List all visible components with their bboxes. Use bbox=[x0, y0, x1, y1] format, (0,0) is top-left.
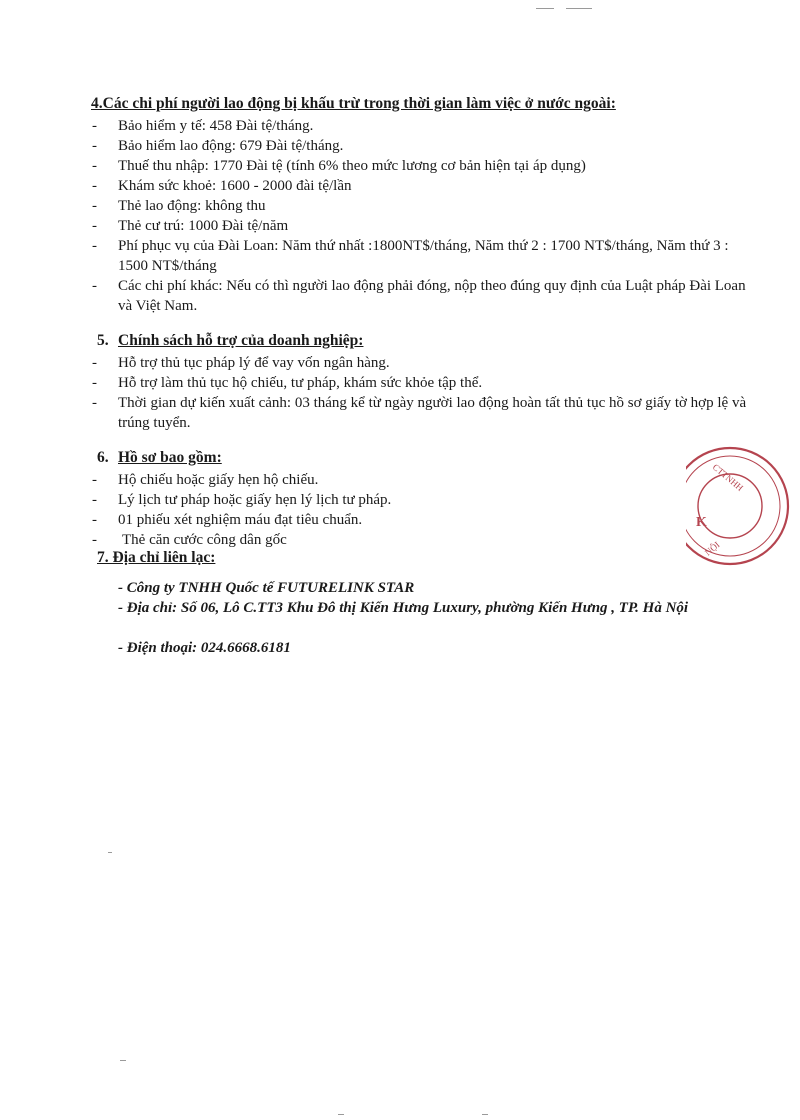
section-6-title bbox=[97, 449, 222, 467]
list-item-text: Bảo hiểm y tế: 458 Đài tệ/tháng. bbox=[118, 118, 314, 134]
list-item bbox=[92, 176, 752, 196]
list-item-text: Bảo hiểm lao động: 679 Đài tệ/tháng. bbox=[118, 138, 344, 154]
list-dash: - bbox=[92, 278, 97, 294]
list-dash: - bbox=[92, 532, 97, 548]
stamp-text-mid: K bbox=[696, 515, 707, 530]
list-item-text: Thẻ căn cước công dân gốc bbox=[122, 532, 287, 548]
contact-company: - Công ty TNHH Quốc tế FUTURELINK STAR bbox=[118, 580, 415, 596]
section-5-number: 5. bbox=[97, 332, 109, 349]
list-item-text: Các chi phí khác: Nếu có thì người lao động phải đóng, nộp theo đúng quy định của Luật pháp Đài Loan và Việt Nam. bbox=[118, 278, 746, 314]
section-7-title: 7. Địa chỉ liên lạc: bbox=[97, 549, 216, 566]
list-dash: - bbox=[92, 512, 97, 528]
scan-mark bbox=[120, 1060, 126, 1061]
list-item bbox=[92, 196, 752, 216]
list-item-text: Hỗ trợ làm thủ tục hộ chiếu, tư pháp, khám sức khỏe tập thể. bbox=[118, 375, 483, 391]
list-item bbox=[92, 136, 752, 156]
list-item bbox=[92, 116, 752, 136]
list-item bbox=[92, 393, 752, 433]
list-item bbox=[92, 216, 752, 236]
list-dash: - bbox=[92, 138, 97, 154]
section-6-label: Hồ sơ bao gồm: bbox=[118, 449, 222, 466]
list-dash: - bbox=[92, 198, 97, 214]
section-5-title bbox=[97, 332, 363, 350]
stamp-text-top: CTTNHH bbox=[710, 461, 746, 493]
list-item-text: Hộ chiếu hoặc giấy hẹn hộ chiếu. bbox=[118, 472, 319, 488]
list-item-text: Thời gian dự kiến xuất cảnh: 03 tháng kể từ ngày người lao động hoàn tất thủ tục hồ sơ giấy tờ hợp lệ và trúng tuyển. bbox=[118, 395, 747, 431]
section-4-title: 4.Các chi phí người lao động bị khấu trừ trong thời gian làm việc ở nước ngoài: bbox=[91, 95, 616, 112]
list-item bbox=[92, 530, 752, 550]
list-item bbox=[92, 510, 752, 530]
list-dash: - bbox=[92, 492, 97, 508]
list-item-text: 01 phiếu xét nghiệm máu đạt tiêu chuẩn. bbox=[118, 512, 363, 528]
list-item bbox=[92, 353, 752, 373]
list-item bbox=[92, 373, 752, 393]
list-item bbox=[92, 470, 752, 490]
list-item-text: Thuế thu nhập: 1770 Đài tệ (tính 6% theo mức lương cơ bản hiện tại áp dụng) bbox=[118, 158, 586, 174]
list-item-text: Hỗ trợ thủ tục pháp lý để vay vốn ngân hàng. bbox=[118, 355, 390, 371]
list-dash: - bbox=[92, 218, 97, 234]
company-stamp bbox=[686, 446, 800, 566]
list-item-text: Khám sức khoẻ: 1600 - 2000 đài tệ/lần bbox=[118, 178, 352, 194]
list-dash: - bbox=[92, 238, 97, 254]
list-item bbox=[92, 276, 752, 316]
list-dash: - bbox=[92, 158, 97, 174]
list-item bbox=[92, 156, 752, 176]
list-dash: - bbox=[92, 118, 97, 134]
list-dash: - bbox=[92, 355, 97, 371]
stamp-text-bottom: NỘI bbox=[702, 539, 722, 558]
list-dash: - bbox=[92, 472, 97, 488]
contact-address: - Địa chỉ: Số 06, Lô C.TT3 Khu Đô thị Kiến Hưng Luxury, phường Kiến Hưng , TP. Hà Nội bbox=[118, 600, 689, 616]
section-5-label: Chính sách hỗ trợ của doanh nghiệp: bbox=[118, 332, 364, 349]
scan-mark bbox=[338, 1114, 344, 1115]
list-dash: - bbox=[92, 395, 97, 411]
stamp-seal-icon bbox=[686, 446, 800, 566]
list-item-text: Lý lịch tư pháp hoặc giấy hẹn lý lịch tư pháp. bbox=[118, 492, 392, 508]
contact-phone: - Điện thoại: 024.6668.6181 bbox=[118, 640, 291, 656]
list-item bbox=[92, 236, 752, 276]
list-dash: - bbox=[92, 178, 97, 194]
list-item bbox=[92, 490, 752, 510]
list-item-text: Phí phục vụ của Đài Loan: Năm thứ nhất :1800NT$/tháng, Năm thứ 2 : 1700 NT$/tháng, Năm thứ 3 : 1500 NT$/tháng bbox=[118, 238, 729, 274]
scan-mark bbox=[108, 852, 112, 853]
scan-mark bbox=[566, 8, 592, 9]
list-dash: - bbox=[92, 375, 97, 391]
list-item-text: Thẻ cư trú: 1000 Đài tệ/năm bbox=[118, 218, 289, 234]
list-item-text: Thẻ lao động: không thu bbox=[118, 198, 266, 214]
section-6-number: 6. bbox=[97, 449, 109, 466]
scan-mark bbox=[536, 8, 554, 9]
scan-mark bbox=[482, 1114, 488, 1115]
